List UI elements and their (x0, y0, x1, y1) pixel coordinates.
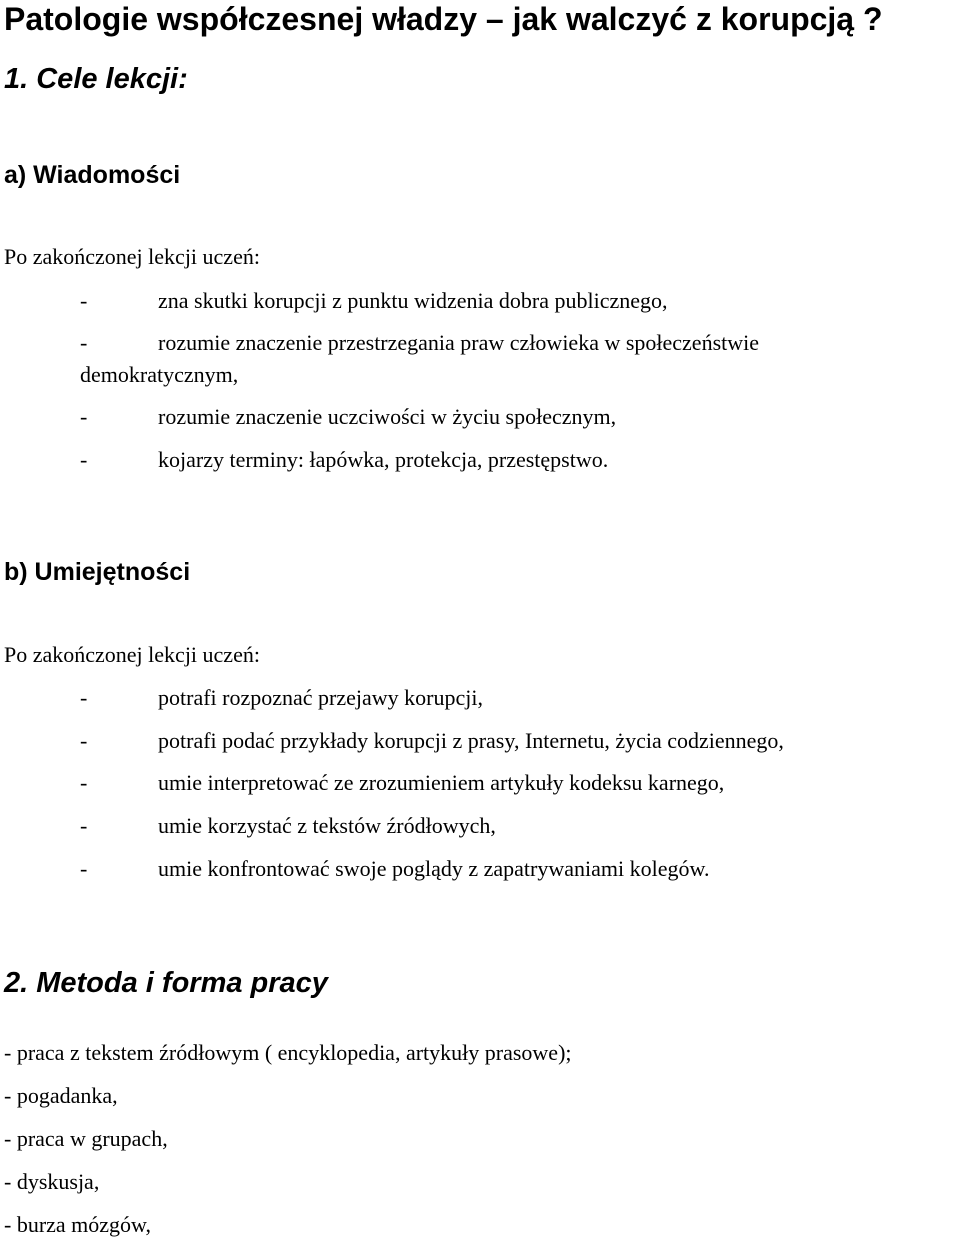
method-item: - burza mózgów, (4, 1212, 152, 1237)
subsection-heading-knowledge: a) Wiadomości (4, 161, 181, 189)
knowledge-item: rozumie znaczenie uczciwości w życiu społecznym, (158, 404, 617, 429)
list-dash: - (80, 447, 88, 472)
knowledge-item-continuation: demokratycznym, (80, 362, 239, 387)
method-item: - praca z tekstem źródłowym ( encyklopedia, artykuły prasowe); (4, 1040, 572, 1065)
list-dash: - (80, 404, 88, 429)
method-item: - pogadanka, (4, 1083, 118, 1108)
knowledge-item: zna skutki korupcji z punktu widzenia dobra publicznego, (158, 288, 668, 313)
knowledge-item: kojarzy terminy: łapówka, protekcja, przestępstwo. (158, 447, 609, 472)
list-dash: - (80, 856, 88, 881)
skills-intro: Po zakończonej lekcji uczeń: (4, 642, 260, 667)
list-dash: - (80, 330, 88, 355)
section-heading-goals: 1. Cele lekcji: (4, 63, 188, 95)
knowledge-intro: Po zakończonej lekcji uczeń: (4, 244, 260, 269)
method-item: - praca w grupach, (4, 1126, 168, 1151)
list-dash: - (80, 685, 88, 710)
skills-item: umie korzystać z tekstów źródłowych, (158, 813, 496, 838)
list-dash: - (80, 770, 88, 795)
list-dash: - (80, 728, 88, 753)
list-dash: - (80, 813, 88, 838)
document-title: Patologie współczesnej władzy – jak walczyć z korupcją ? (4, 1, 883, 37)
knowledge-item: rozumie znaczenie przestrzegania praw człowieka w społeczeństwie (158, 330, 760, 355)
method-item: - dyskusja, (4, 1169, 100, 1194)
skills-item: umie konfrontować swoje poglądy z zapatrywaniami kolegów. (158, 856, 710, 881)
subsection-heading-skills: b) Umiejętności (4, 558, 191, 586)
skills-item: umie interpretować ze zrozumieniem artykuły kodeksu karnego, (158, 770, 725, 795)
skills-item: potrafi podać przykłady korupcji z prasy, Internetu, życia codziennego, (158, 728, 784, 753)
section-heading-methods: 2. Metoda i forma pracy (4, 967, 328, 999)
skills-item: potrafi rozpoznać przejawy korupcji, (158, 685, 483, 710)
list-dash: - (80, 288, 88, 313)
